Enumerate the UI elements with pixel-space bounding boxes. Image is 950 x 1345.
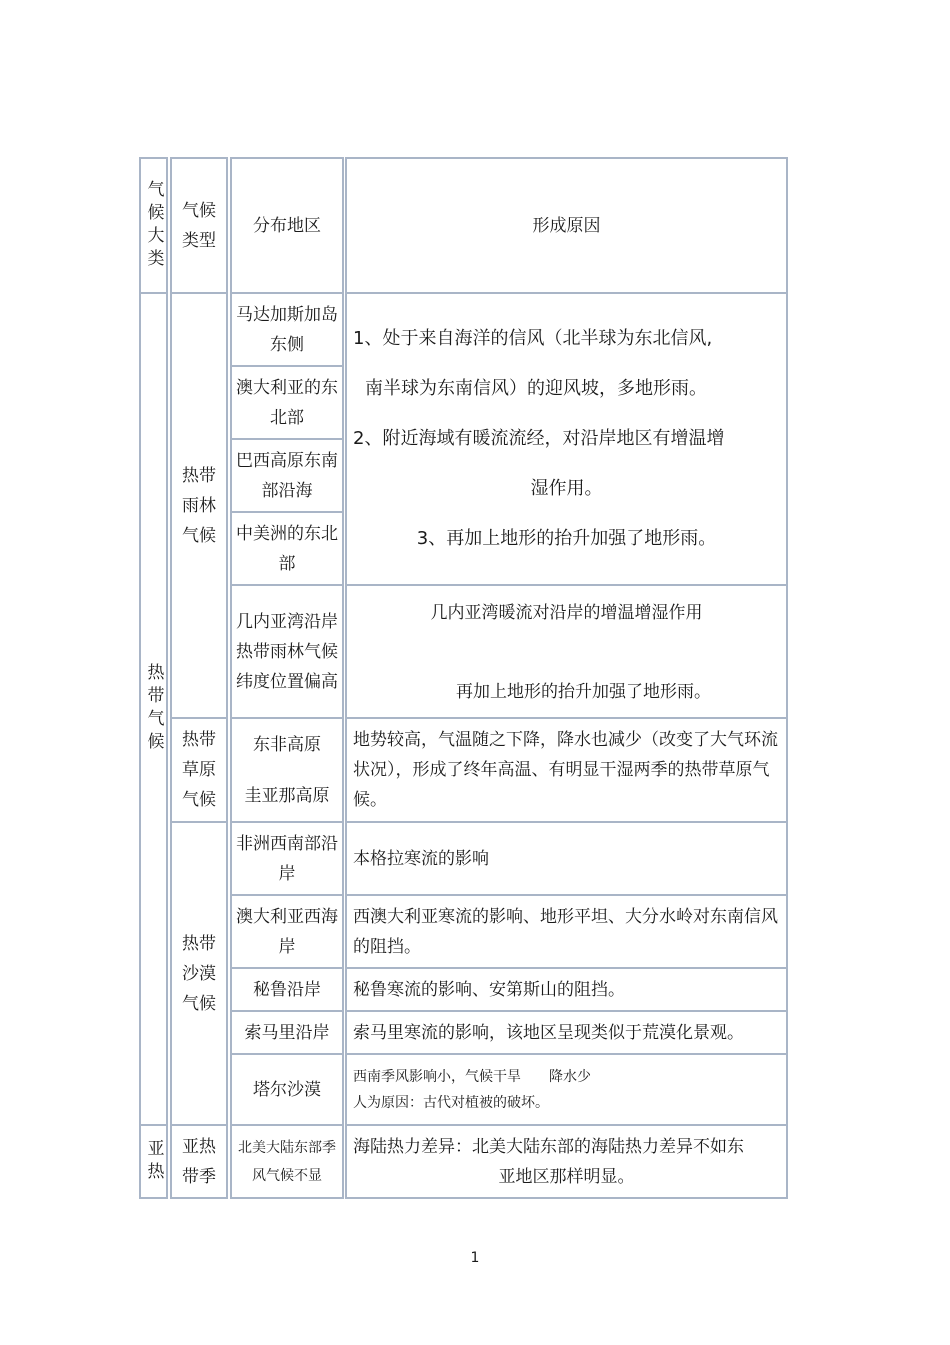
region-guinea	[230, 584, 344, 719]
region-madagascar-text: 马达加斯加岛东侧	[236, 304, 338, 355]
reason-sw-africa	[345, 821, 788, 896]
reason-thar-line-1: 西南季风影响小，气候干旱 降水少	[353, 1068, 591, 1085]
reason-rainforest-line-1: 1、处于来自海洋的信风（北半球为东北信风,	[353, 328, 713, 349]
reason-subtropical	[345, 1124, 788, 1199]
region-ne-australia-text: 澳大利亚的东北部	[236, 377, 338, 428]
reason-peru-text: 秘鲁寒流的影响、安第斯山的阻挡。	[353, 979, 625, 1000]
header-climate-category	[139, 157, 168, 294]
header-reason-text: 形成原因	[532, 215, 601, 236]
reason-guinea-line-1: 几内亚湾暖流对沿岸的增温增湿作用	[430, 603, 703, 623]
type-tropical-rainforest-text: 热带雨林气候	[182, 465, 216, 546]
reason-subtropical-line-2: 亚地区那样明显。	[498, 1166, 635, 1187]
reason-rainforest	[345, 292, 788, 586]
region-central-america-text: 中美洲的东北部	[236, 523, 338, 574]
region-thar-text: 塔尔沙漠	[253, 1079, 321, 1100]
reason-thar	[345, 1053, 788, 1126]
type-tropical-desert-text: 热带沙漠气候	[182, 933, 216, 1014]
category-subtropical	[139, 1124, 168, 1199]
reason-somalia	[345, 1010, 788, 1055]
reason-rainforest-line-5: 3、再加上地形的抬升加强了地形雨。	[416, 528, 717, 549]
reason-w-australia-text: 西澳大利亚寒流的影响、地形平坦、大分水岭对东南信风的阻挡。	[353, 906, 778, 957]
type-tropical-savanna	[170, 717, 228, 823]
header-region-text: 分布地区	[253, 215, 321, 236]
type-tropical-savanna-text: 热带草原气候	[182, 730, 216, 810]
reason-guinea	[345, 584, 788, 719]
type-tropical-desert	[170, 821, 228, 1126]
region-madagascar	[230, 292, 344, 367]
region-somalia	[230, 1010, 344, 1055]
category-tropical	[139, 292, 168, 1126]
reason-rainforest-line-3: 2、附近海域有暖流流经，对沿岸地区有增温增	[353, 428, 725, 449]
type-tropical-rainforest	[170, 292, 228, 719]
reason-w-australia	[345, 894, 788, 969]
type-subtropical-monsoon-text: 亚热带季	[182, 1136, 216, 1187]
region-brazil-coast	[230, 438, 344, 513]
region-central-america	[230, 511, 344, 586]
region-guiana: 圭亚那高原	[244, 785, 330, 806]
region-north-america-east	[230, 1124, 344, 1199]
reason-savanna	[345, 717, 788, 823]
region-somalia-text: 索马里沿岸	[244, 1022, 330, 1043]
region-brazil-coast-text: 巴西高原东南部沿海	[236, 450, 338, 501]
category-tropical-text: 热带气候	[143, 663, 164, 755]
region-sw-africa	[230, 821, 344, 896]
reason-sw-africa-text: 本格拉寒流的影响	[353, 848, 489, 869]
category-subtropical-text: 亚热	[143, 1138, 164, 1185]
region-guinea-text: 几内亚湾沿岸热带雨林气候纬度位置偏高	[236, 611, 338, 692]
region-sw-africa-text: 非洲西南部沿岸	[236, 833, 338, 884]
header-climate-category-text: 气候大类	[143, 179, 164, 272]
header-climate-type	[170, 157, 228, 294]
region-thar	[230, 1053, 344, 1126]
reason-guinea-line-2: 再加上地形的抬升加强了地形雨。	[456, 682, 711, 702]
header-region	[230, 157, 344, 294]
region-w-australia	[230, 894, 344, 969]
type-subtropical-monsoon	[170, 1124, 228, 1199]
page-number: 1	[470, 1250, 480, 1266]
region-peru	[230, 967, 344, 1012]
header-reason	[345, 157, 788, 294]
reason-subtropical-line-1: 海陆热力差异：北美大陆东部的海陆热力差异不如东	[353, 1136, 744, 1157]
region-north-america-east-text: 北美大陆东部季风气候不显	[238, 1139, 336, 1184]
reason-rainforest-line-2: 南半球为东南信风）的迎风坡，多地形雨。	[365, 378, 707, 399]
reason-peru	[345, 967, 788, 1012]
header-climate-type-text: 气候类型	[182, 200, 216, 251]
reason-somalia-text: 索马里寒流的影响，该地区呈现类似于荒漠化景观。	[353, 1022, 744, 1043]
region-ne-australia	[230, 365, 344, 440]
reason-thar-line-2: 人为原因：古代对植被的破坏。	[353, 1094, 549, 1111]
region-peru-text: 秘鲁沿岸	[253, 979, 321, 1000]
reason-savanna-text: 地势较高，气温随之下降，降水也减少（改变了大气环流状况），形成了终年高温、有明显干湿两季的热带草原气候。	[353, 730, 778, 810]
climate-table	[139, 157, 790, 1199]
region-east-africa: 东非高原	[253, 734, 321, 755]
region-savanna	[230, 717, 344, 823]
region-w-australia-text: 澳大利亚西海岸	[236, 906, 338, 957]
reason-rainforest-line-4: 湿作用。	[530, 478, 603, 499]
